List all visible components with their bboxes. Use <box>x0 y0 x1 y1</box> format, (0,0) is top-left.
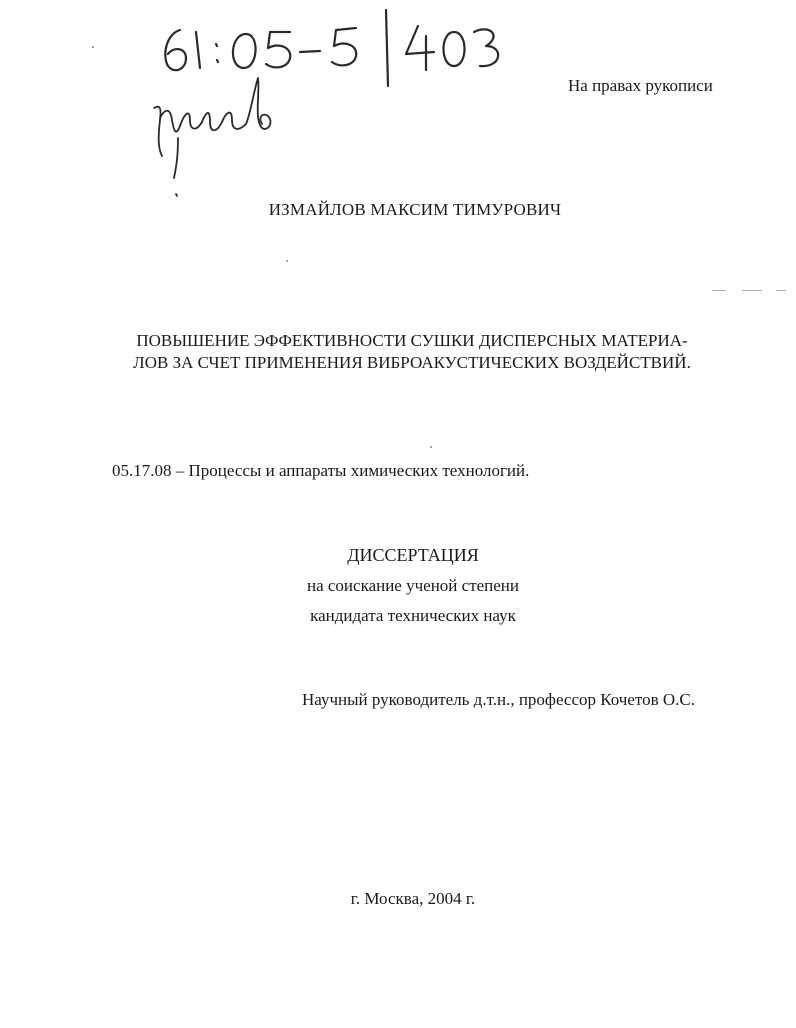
title-line-2: ЛОВ ЗА СЧЕТ ПРИМЕНЕНИЯ ВИБРОАКУСТИЧЕСКИХ ВОЗДЕЙСТВИЙ. <box>133 353 691 372</box>
scan-speck <box>286 260 288 262</box>
supervisor: Научный руководитель д.т.н., профессор Кочетов О.С. <box>302 690 695 709</box>
rights-note: На правах рукописи <box>568 76 713 95</box>
degree-line-2: кандидата технических наук <box>310 606 516 625</box>
handwriting-drawing <box>150 8 510 198</box>
title-line-1: ПОВЫШЕНИЕ ЭФФЕКТИВНОСТИ СУШКИ ДИСПЕРСНЫХ МАТЕРИА- <box>136 331 688 350</box>
author-name: ИЗМАЙЛОВ МАКСИМ ТИМУРОВИЧ <box>268 200 562 219</box>
scan-speck <box>430 446 432 448</box>
document-type-heading: ДИССЕРТАЦИЯ <box>347 545 479 565</box>
degree-line-1: на соискание ученой степени <box>306 576 520 595</box>
scan-speck <box>92 46 94 48</box>
scan-speck <box>776 290 786 291</box>
city-year: г. Москва, 2004 г. <box>350 889 476 908</box>
specialty-code: 05.17.08 – Процессы и аппараты химических технологий. <box>112 461 530 480</box>
dissertation-title <box>112 330 712 374</box>
handwritten-archive-mark <box>150 8 510 198</box>
scan-speck <box>712 290 726 291</box>
scan-speck <box>742 290 762 291</box>
